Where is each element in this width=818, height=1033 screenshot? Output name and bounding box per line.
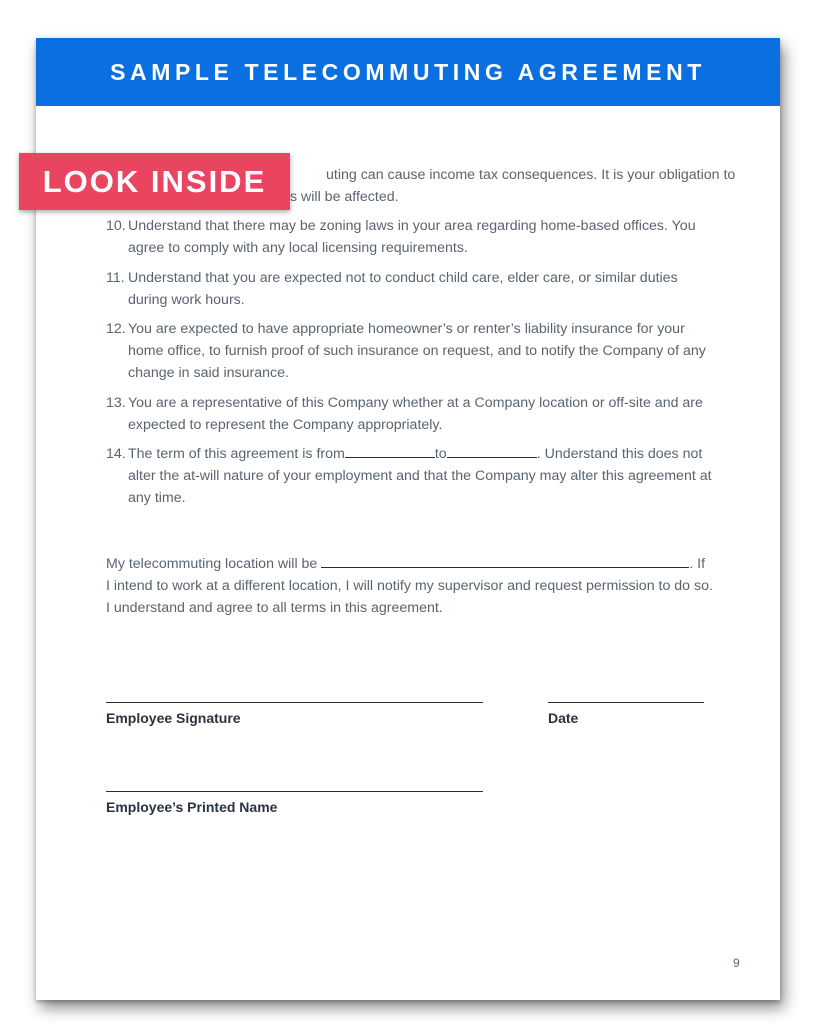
item-number: 12.	[106, 321, 126, 337]
title-banner	[36, 38, 780, 106]
location-line-2: I intend to work at a different location, I will notify my supervisor and request permission to do so.	[106, 578, 713, 594]
location-line-3: I understand and agree to all terms in this agreement.	[106, 600, 443, 616]
start-date-blank	[345, 443, 435, 458]
item-number: 14.	[106, 446, 126, 462]
item-number: 10.	[106, 218, 126, 234]
item-text-line: Understand that you are expected not to conduct child care, elder care, or similar duties	[128, 270, 678, 286]
item-text-line: Understand that there may be zoning laws in your area regarding home-based offices. You	[128, 218, 696, 234]
item-text-line-with-blanks	[128, 443, 714, 465]
page-number: 9	[733, 956, 740, 970]
printed-name-line	[106, 791, 483, 792]
item-text-line: any time.	[128, 490, 186, 506]
item-text: to	[434, 446, 447, 462]
date-label: Date	[548, 710, 579, 726]
item-number: 13.	[106, 395, 126, 411]
end-date-blank	[447, 443, 537, 458]
item-text-line: change in said insurance.	[128, 365, 289, 381]
item-text-line: You are a representative of this Company whether at a Company location or off-site and are	[128, 395, 703, 411]
employee-signature-line	[106, 702, 483, 703]
location-text: . If	[689, 556, 706, 572]
item-9-line-2: s will be affected.	[290, 189, 399, 205]
location-paragraph	[106, 553, 726, 619]
look-inside-label: LOOK INSIDE	[42, 163, 267, 199]
item-text-line: during work hours.	[128, 292, 245, 308]
item-text-line: You are expected to have appropriate homeowner’s or renter’s liability insurance for your	[128, 321, 685, 337]
item-text-line: home office, to furnish proof of such insurance on request, and to notify the Company of any	[128, 343, 706, 359]
item-text: The term of this agreement is from	[128, 446, 345, 462]
location-blank	[321, 553, 689, 568]
location-text: My telecommuting location will be	[106, 556, 318, 572]
printed-name-label: Employee’s Printed Name	[106, 799, 278, 815]
item-text: . Understand this does not	[536, 446, 703, 462]
item-text-line: expected to represent the Company appropriately.	[128, 417, 443, 433]
item-text-line: agree to comply with any local licensing requirements.	[128, 240, 468, 256]
date-line	[548, 702, 704, 703]
item-number: 11.	[106, 270, 125, 286]
employee-signature-label: Employee Signature	[106, 710, 241, 726]
location-line-1	[106, 553, 726, 575]
document-title: SAMPLE TELECOMMUTING AGREEMENT	[110, 58, 706, 85]
item-text-line: alter the at-will nature of your employment and that the Company may alter this agreement at	[128, 468, 712, 484]
item-9-line-1: uting can cause income tax consequences. It is your obligation to	[326, 167, 736, 183]
look-inside-badge	[19, 153, 290, 210]
